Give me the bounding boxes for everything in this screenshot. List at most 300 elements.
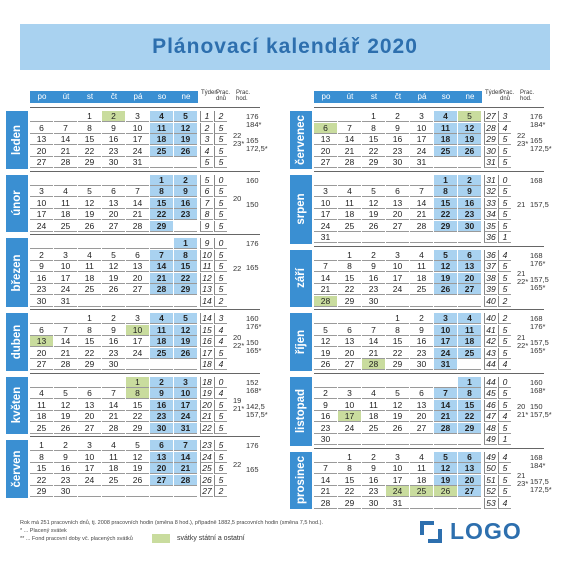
day-cell: 1	[78, 111, 101, 122]
month-divider	[30, 436, 260, 437]
day-cell	[102, 238, 125, 249]
day-cell	[362, 313, 385, 324]
week-number: 27	[484, 111, 497, 122]
day-cell: 25	[338, 221, 361, 232]
month-workdays: 21 22*	[517, 332, 529, 350]
workdays-in-week: 5	[498, 146, 511, 157]
day-cell: 28	[314, 498, 337, 509]
day-cell	[458, 498, 481, 509]
day-cell: 14	[102, 400, 125, 411]
day-cell: 29	[434, 221, 457, 232]
day-cell: 26	[174, 146, 197, 157]
workdays-in-week: 5	[498, 325, 511, 336]
day-cell: 4	[102, 440, 125, 451]
week-number: 29	[484, 134, 497, 145]
day-cell	[314, 313, 337, 324]
day-cell: 14	[314, 475, 337, 486]
month-workdays: 21	[517, 200, 526, 209]
day-cell: 14	[126, 198, 149, 209]
day-cell: 23	[314, 423, 337, 434]
week-number: 34	[484, 209, 497, 220]
day-cell: 17	[126, 336, 149, 347]
day-cell: 19	[386, 411, 409, 422]
day-cell: 5	[54, 388, 77, 399]
day-cell: 4	[338, 186, 361, 197]
workdays-in-week: 5	[214, 452, 227, 463]
workdays-in-week: 5	[498, 348, 511, 359]
weekday-pá: pá	[417, 92, 427, 101]
day-cell: 23	[102, 348, 125, 359]
day-cell: 9	[102, 123, 125, 134]
day-cell: 16	[54, 463, 77, 474]
workdays-in-week: 4	[214, 336, 227, 347]
day-cell: 24	[314, 221, 337, 232]
day-cell	[338, 434, 361, 445]
week-number: 19	[200, 388, 213, 399]
day-cell: 2	[54, 440, 77, 451]
month-hours: 176 184* 165 172,5*	[246, 112, 268, 153]
day-cell	[386, 232, 409, 243]
day-cell: 24	[126, 348, 149, 359]
day-cell	[386, 377, 409, 388]
day-cell: 3	[314, 186, 337, 197]
month-workdays: 20 21*	[517, 402, 529, 419]
week-number: 53	[484, 498, 497, 509]
day-cell	[54, 175, 77, 186]
workdays-in-week: 5	[498, 400, 511, 411]
workdays-in-week: 5	[214, 261, 227, 272]
day-cell: 7	[54, 123, 77, 134]
day-cell	[338, 175, 361, 186]
week-number: 37	[484, 261, 497, 272]
day-cell: 28	[126, 221, 149, 232]
day-cell: 2	[174, 175, 197, 186]
month-červenec	[284, 109, 552, 173]
day-cell: 6	[386, 186, 409, 197]
day-cell: 19	[102, 273, 125, 284]
day-cell: 26	[174, 348, 197, 359]
workdays-in-week: 4	[498, 452, 511, 463]
holiday-legend-swatch	[152, 534, 170, 543]
day-cell: 1	[126, 377, 149, 388]
day-cell: 1	[150, 175, 173, 186]
day-cell: 7	[102, 388, 125, 399]
day-cell: 27	[458, 486, 481, 497]
day-cell: 26	[434, 486, 457, 497]
day-cell: 19	[78, 209, 101, 220]
day-cell: 30	[30, 296, 53, 307]
day-cell: 28	[54, 157, 77, 168]
day-cell: 7	[54, 325, 77, 336]
day-cell	[458, 157, 481, 168]
workdays-in-week: 5	[214, 284, 227, 295]
month-únor	[0, 173, 260, 237]
day-cell: 7	[314, 463, 337, 474]
day-cell: 5	[434, 452, 457, 463]
day-cell: 16	[314, 411, 337, 422]
day-cell: 1	[30, 440, 53, 451]
day-cell: 16	[362, 273, 385, 284]
day-cell: 26	[362, 221, 385, 232]
month-label	[290, 452, 312, 510]
week-number: 39	[484, 284, 497, 295]
day-cell: 28	[338, 157, 361, 168]
day-cell: 3	[386, 452, 409, 463]
month-label	[6, 111, 28, 169]
day-cell: 24	[434, 348, 457, 359]
workdays-in-week: 0	[214, 238, 227, 249]
day-cell: 26	[126, 475, 149, 486]
day-cell: 11	[338, 198, 361, 209]
day-cell: 17	[174, 400, 197, 411]
week-number: 11	[200, 261, 213, 272]
day-cell	[126, 175, 149, 186]
logo-text: LOGO	[450, 518, 522, 544]
month-name: březen	[11, 253, 23, 292]
day-cell: 22	[338, 284, 361, 295]
day-cell	[54, 111, 77, 122]
month-divider	[314, 246, 544, 247]
day-cell: 4	[78, 250, 101, 261]
month-březen	[0, 236, 260, 311]
day-cell: 12	[174, 325, 197, 336]
day-cell: 20	[150, 463, 173, 474]
day-cell: 5	[434, 250, 457, 261]
day-cell	[54, 377, 77, 388]
week-number: 28	[484, 123, 497, 134]
day-cell: 6	[78, 388, 101, 399]
day-cell	[338, 313, 361, 324]
day-cell: 27	[410, 423, 433, 434]
week-number: 15	[200, 325, 213, 336]
month-name: únor	[11, 190, 23, 217]
day-cell: 10	[174, 388, 197, 399]
month-workdays: 22 23*	[233, 130, 245, 148]
day-cell: 15	[30, 463, 53, 474]
day-cell: 6	[458, 452, 481, 463]
day-cell	[150, 238, 173, 249]
day-cell: 10	[78, 452, 101, 463]
day-cell: 9	[54, 452, 77, 463]
day-cell: 8	[78, 123, 101, 134]
day-cell: 14	[54, 336, 77, 347]
day-cell: 2	[102, 111, 125, 122]
day-cell: 18	[150, 336, 173, 347]
day-cell	[78, 296, 101, 307]
day-cell: 27	[314, 157, 337, 168]
day-cell: 25	[362, 423, 385, 434]
workdays-in-week: 5	[214, 348, 227, 359]
day-cell: 25	[458, 348, 481, 359]
day-cell: 13	[410, 400, 433, 411]
day-cell: 1	[174, 238, 197, 249]
holiday-legend-label: svátky státní a ostatní	[177, 535, 245, 542]
week-number: 48	[484, 423, 497, 434]
day-cell: 8	[386, 325, 409, 336]
day-cell: 1	[362, 111, 385, 122]
day-cell: 12	[434, 261, 457, 272]
workdays-in-week: 4	[214, 359, 227, 370]
week-number: 26	[200, 475, 213, 486]
day-cell: 1	[434, 175, 457, 186]
day-cell	[410, 498, 433, 509]
workdays-in-week: 4	[498, 411, 511, 422]
footer-line-1: Rok má 251 pracovních dnů, tj. 2008 pracovních hodin (směna 8 hod.), případně 1882,5 pracovních hodin (směna 7,5 hod.).	[20, 520, 323, 526]
day-cell	[102, 377, 125, 388]
day-cell: 21	[338, 146, 361, 157]
day-cell	[458, 359, 481, 370]
workdays-in-week: 5	[214, 186, 227, 197]
day-cell: 20	[30, 348, 53, 359]
day-cell: 23	[410, 348, 433, 359]
day-cell: 9	[314, 400, 337, 411]
logo-icon	[420, 521, 442, 543]
workdays-in-week: 5	[498, 261, 511, 272]
day-cell	[410, 232, 433, 243]
day-cell: 29	[78, 157, 101, 168]
week-number: 14	[200, 296, 213, 307]
day-cell: 30	[458, 221, 481, 232]
day-cell	[126, 238, 149, 249]
week-number: 18	[200, 377, 213, 388]
month-hours: 152 168* 142,5 157,5*	[246, 377, 268, 419]
weekday-čt: čt	[110, 92, 118, 101]
day-cell: 16	[30, 273, 53, 284]
day-cell: 12	[78, 198, 101, 209]
month-label	[290, 250, 312, 308]
day-cell	[458, 296, 481, 307]
day-cell: 22	[362, 146, 385, 157]
day-cell: 17	[386, 273, 409, 284]
day-cell: 28	[174, 475, 197, 486]
day-cell: 2	[362, 452, 385, 463]
day-cell: 8	[362, 123, 385, 134]
weekday-út: út	[346, 92, 354, 101]
workdays-in-week: 2	[214, 111, 227, 122]
logo	[420, 518, 522, 545]
week-number: 9	[200, 221, 213, 232]
day-cell: 7	[338, 123, 361, 134]
day-cell: 30	[386, 157, 409, 168]
day-cell: 14	[174, 452, 197, 463]
title-bar	[20, 24, 550, 70]
day-cell: 25	[150, 348, 173, 359]
month-label	[290, 111, 312, 169]
day-cell: 7	[126, 186, 149, 197]
month-divider	[314, 448, 544, 449]
day-cell: 29	[150, 221, 173, 232]
weekday-po: po	[321, 92, 331, 101]
weekday-ne: ne	[181, 92, 191, 101]
day-cell: 2	[102, 313, 125, 324]
day-cell: 29	[126, 423, 149, 434]
month-divider	[30, 107, 260, 108]
day-cell: 19	[126, 463, 149, 474]
week-number: 21	[200, 411, 213, 422]
workdays-in-week: 5	[498, 134, 511, 145]
day-cell: 10	[30, 198, 53, 209]
day-cell: 19	[174, 336, 197, 347]
day-cell: 17	[54, 273, 77, 284]
month-květen	[0, 375, 268, 439]
weekday-ne: ne	[465, 92, 475, 101]
day-cell: 2	[410, 313, 433, 324]
month-name: září	[295, 268, 307, 289]
day-cell: 15	[458, 400, 481, 411]
day-cell: 4	[54, 186, 77, 197]
day-cell: 25	[54, 221, 77, 232]
day-cell	[434, 377, 457, 388]
day-cell: 24	[410, 146, 433, 157]
day-cell: 1	[458, 377, 481, 388]
day-cell: 31	[434, 359, 457, 370]
day-cell: 22	[386, 348, 409, 359]
day-cell: 23	[362, 284, 385, 295]
day-cell: 7	[410, 186, 433, 197]
day-cell: 28	[362, 359, 385, 370]
day-cell: 31	[314, 232, 337, 243]
week-number: 31	[484, 157, 497, 168]
day-cell: 28	[150, 284, 173, 295]
day-cell: 30	[362, 498, 385, 509]
day-cell	[54, 313, 77, 324]
workdays-in-week: 1	[498, 232, 511, 243]
day-cell: 9	[174, 186, 197, 197]
workdays-in-week: 5	[214, 250, 227, 261]
day-cell: 20	[386, 209, 409, 220]
day-cell: 4	[362, 388, 385, 399]
day-cell: 22	[150, 209, 173, 220]
week-number: 36	[484, 232, 497, 243]
day-cell: 14	[410, 198, 433, 209]
day-cell: 16	[150, 400, 173, 411]
hours-header: Prac. hod.	[520, 90, 535, 102]
day-cell: 26	[458, 146, 481, 157]
month-divider	[30, 171, 260, 172]
day-cell: 9	[362, 463, 385, 474]
week-number: 22	[200, 423, 213, 434]
workdays-in-week: 1	[498, 434, 511, 445]
day-cell: 20	[102, 209, 125, 220]
day-cell: 17	[314, 209, 337, 220]
month-workdays: 22 23*	[517, 130, 529, 148]
day-cell: 3	[54, 250, 77, 261]
month-hours: 160 176* 150 165*	[246, 314, 262, 355]
workdays-in-week: 5	[498, 157, 511, 168]
day-cell: 28	[102, 423, 125, 434]
day-cell: 18	[458, 336, 481, 347]
day-cell: 30	[54, 486, 77, 497]
week-number: 32	[484, 186, 497, 197]
workdays-in-week: 5	[214, 146, 227, 157]
day-cell	[434, 434, 457, 445]
workdays-in-week: 0	[214, 377, 227, 388]
day-cell: 11	[102, 452, 125, 463]
workdays-in-week: 4	[498, 250, 511, 261]
day-cell: 10	[410, 123, 433, 134]
month-label	[6, 175, 28, 233]
day-cell: 17	[434, 336, 457, 347]
day-cell: 10	[54, 261, 77, 272]
day-cell: 12	[54, 400, 77, 411]
workdays-in-week: 5	[214, 134, 227, 145]
day-cell	[362, 434, 385, 445]
month-hours: 168 184* 157,5 172,5*	[530, 452, 552, 494]
day-cell: 17	[386, 475, 409, 486]
day-cell: 11	[54, 198, 77, 209]
day-cell: 15	[386, 336, 409, 347]
day-cell	[410, 377, 433, 388]
footer-line-3: ** ... Fond pracovní doby vč. placených svátků	[20, 536, 133, 542]
workdays-in-week: 4	[498, 359, 511, 370]
workdays-in-week: 5	[498, 423, 511, 434]
day-cell: 18	[362, 411, 385, 422]
day-cell: 15	[434, 198, 457, 209]
week-number: 36	[484, 250, 497, 261]
day-cell: 20	[338, 348, 361, 359]
day-cell: 18	[410, 273, 433, 284]
month-name: prosinec	[295, 456, 307, 505]
day-cell: 4	[150, 313, 173, 324]
day-cell: 1	[78, 313, 101, 324]
day-cell: 26	[386, 423, 409, 434]
day-cell: 27	[78, 423, 101, 434]
week-number: 42	[484, 336, 497, 347]
day-cell: 12	[174, 123, 197, 134]
month-hours: 160 150	[246, 175, 259, 209]
day-cell: 20	[458, 273, 481, 284]
day-cell: 25	[30, 423, 53, 434]
day-cell: 31	[386, 498, 409, 509]
day-cell: 3	[126, 313, 149, 324]
day-cell: 25	[102, 475, 125, 486]
day-cell: 27	[338, 359, 361, 370]
workdays-in-week: 5	[214, 123, 227, 134]
workdays-in-week: 5	[214, 221, 227, 232]
day-cell: 3	[174, 377, 197, 388]
day-cell: 27	[150, 475, 173, 486]
week-number: 30	[484, 146, 497, 157]
week-number: 45	[484, 388, 497, 399]
week-number: 38	[484, 273, 497, 284]
week-number: 50	[484, 463, 497, 474]
week-number: 1	[200, 111, 213, 122]
day-cell: 7	[362, 325, 385, 336]
week-number: 44	[484, 377, 497, 388]
week-number: 49	[484, 452, 497, 463]
week-number: 7	[200, 198, 213, 209]
workdays-in-week: 5	[214, 400, 227, 411]
day-cell: 25	[434, 146, 457, 157]
day-cell: 31	[174, 423, 197, 434]
day-cell: 13	[458, 261, 481, 272]
month-hours: 176 165	[246, 239, 259, 272]
week-number: 40	[484, 313, 497, 324]
day-cell: 5	[314, 325, 337, 336]
day-cell	[126, 486, 149, 497]
day-cell: 23	[102, 146, 125, 157]
day-cell: 5	[78, 186, 101, 197]
week-number: 23	[200, 440, 213, 451]
day-cell: 11	[458, 325, 481, 336]
week-number: 20	[200, 400, 213, 411]
month-label	[6, 238, 28, 307]
day-cell: 6	[102, 186, 125, 197]
day-cell: 26	[434, 284, 457, 295]
day-cell: 12	[458, 123, 481, 134]
day-cell: 18	[102, 463, 125, 474]
day-cell: 16	[386, 134, 409, 145]
